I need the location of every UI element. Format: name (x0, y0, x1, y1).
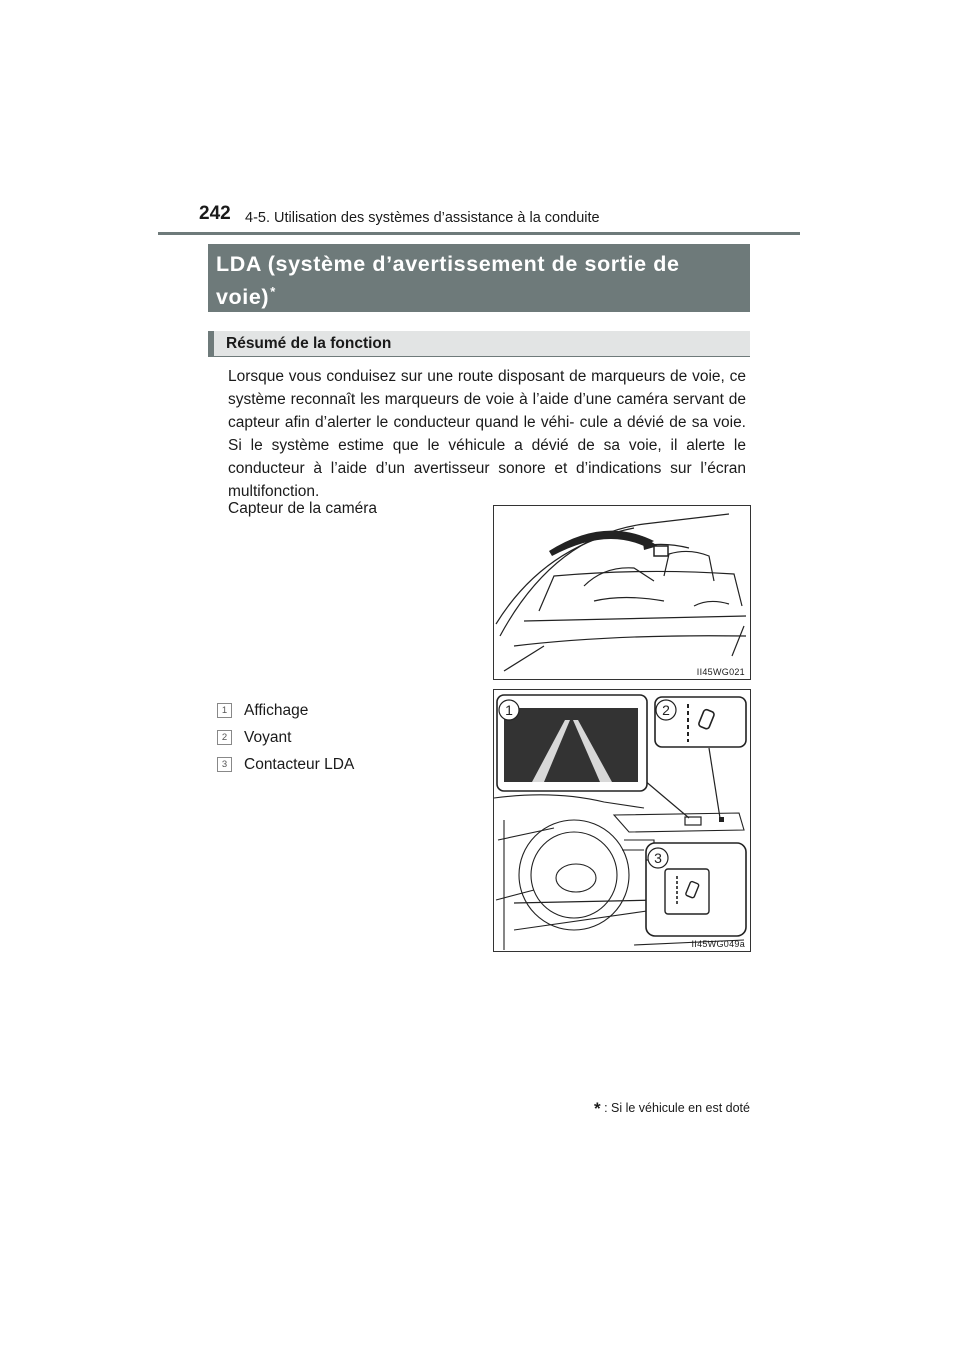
callout-number: 2 (217, 730, 232, 745)
camera-sensor-figure (493, 505, 751, 680)
header-divider (158, 232, 800, 235)
section-title (208, 244, 750, 312)
dashboard-illustration (494, 690, 750, 951)
windshield-illustration (494, 506, 750, 679)
callout-label: Voyant (244, 728, 292, 746)
figure-code: II45WG049a (691, 939, 745, 949)
callout-item-display (217, 697, 354, 724)
page-number: 242 (199, 203, 231, 224)
callout-number: 1 (217, 703, 232, 718)
footnote-asterisk: * (593, 1099, 601, 1118)
section-title-text: LDA (système d’avertissement de sortie de voie) (216, 252, 680, 309)
callout-label: Affichage (244, 701, 309, 719)
figure-code: II45WG021 (696, 667, 745, 677)
callout-number: 3 (217, 757, 232, 772)
footnote (594, 1099, 750, 1119)
svg-text:2: 2 (662, 702, 670, 718)
section-breadcrumb: 4-5. Utilisation des systèmes d’assistance à la conduite (245, 210, 600, 226)
callout-list (217, 697, 354, 778)
callout-item-indicator (217, 724, 354, 751)
subsection-divider (208, 356, 750, 357)
dashboard-figure (493, 689, 751, 952)
footnote-text: : Si le véhicule en est doté (604, 1101, 750, 1115)
callout-label: Contacteur LDA (244, 755, 355, 773)
title-asterisk: * (270, 284, 276, 299)
svg-text:1: 1 (505, 702, 513, 718)
callout-item-switch (217, 751, 354, 778)
intro-paragraph: Lorsque vous conduisez sur une route disposant de marqueurs de voie, ce système reconnaît les marqueurs de voie à l’aide d’une caméra servant de capteur afin d’alerter le conducteur quand le véhi- cule a dévié de sa voie. Si le système estime que le véhicule a dévié de sa voie, il alerte le conducteur à l’aide d’un avertisseur sonore et d’indications sur l’écran multifonction. (228, 368, 746, 500)
subsection-title: Résumé de la fonction (208, 331, 750, 357)
camera-sensor-label: Capteur de la caméra (228, 500, 378, 517)
svg-text:3: 3 (654, 850, 662, 866)
